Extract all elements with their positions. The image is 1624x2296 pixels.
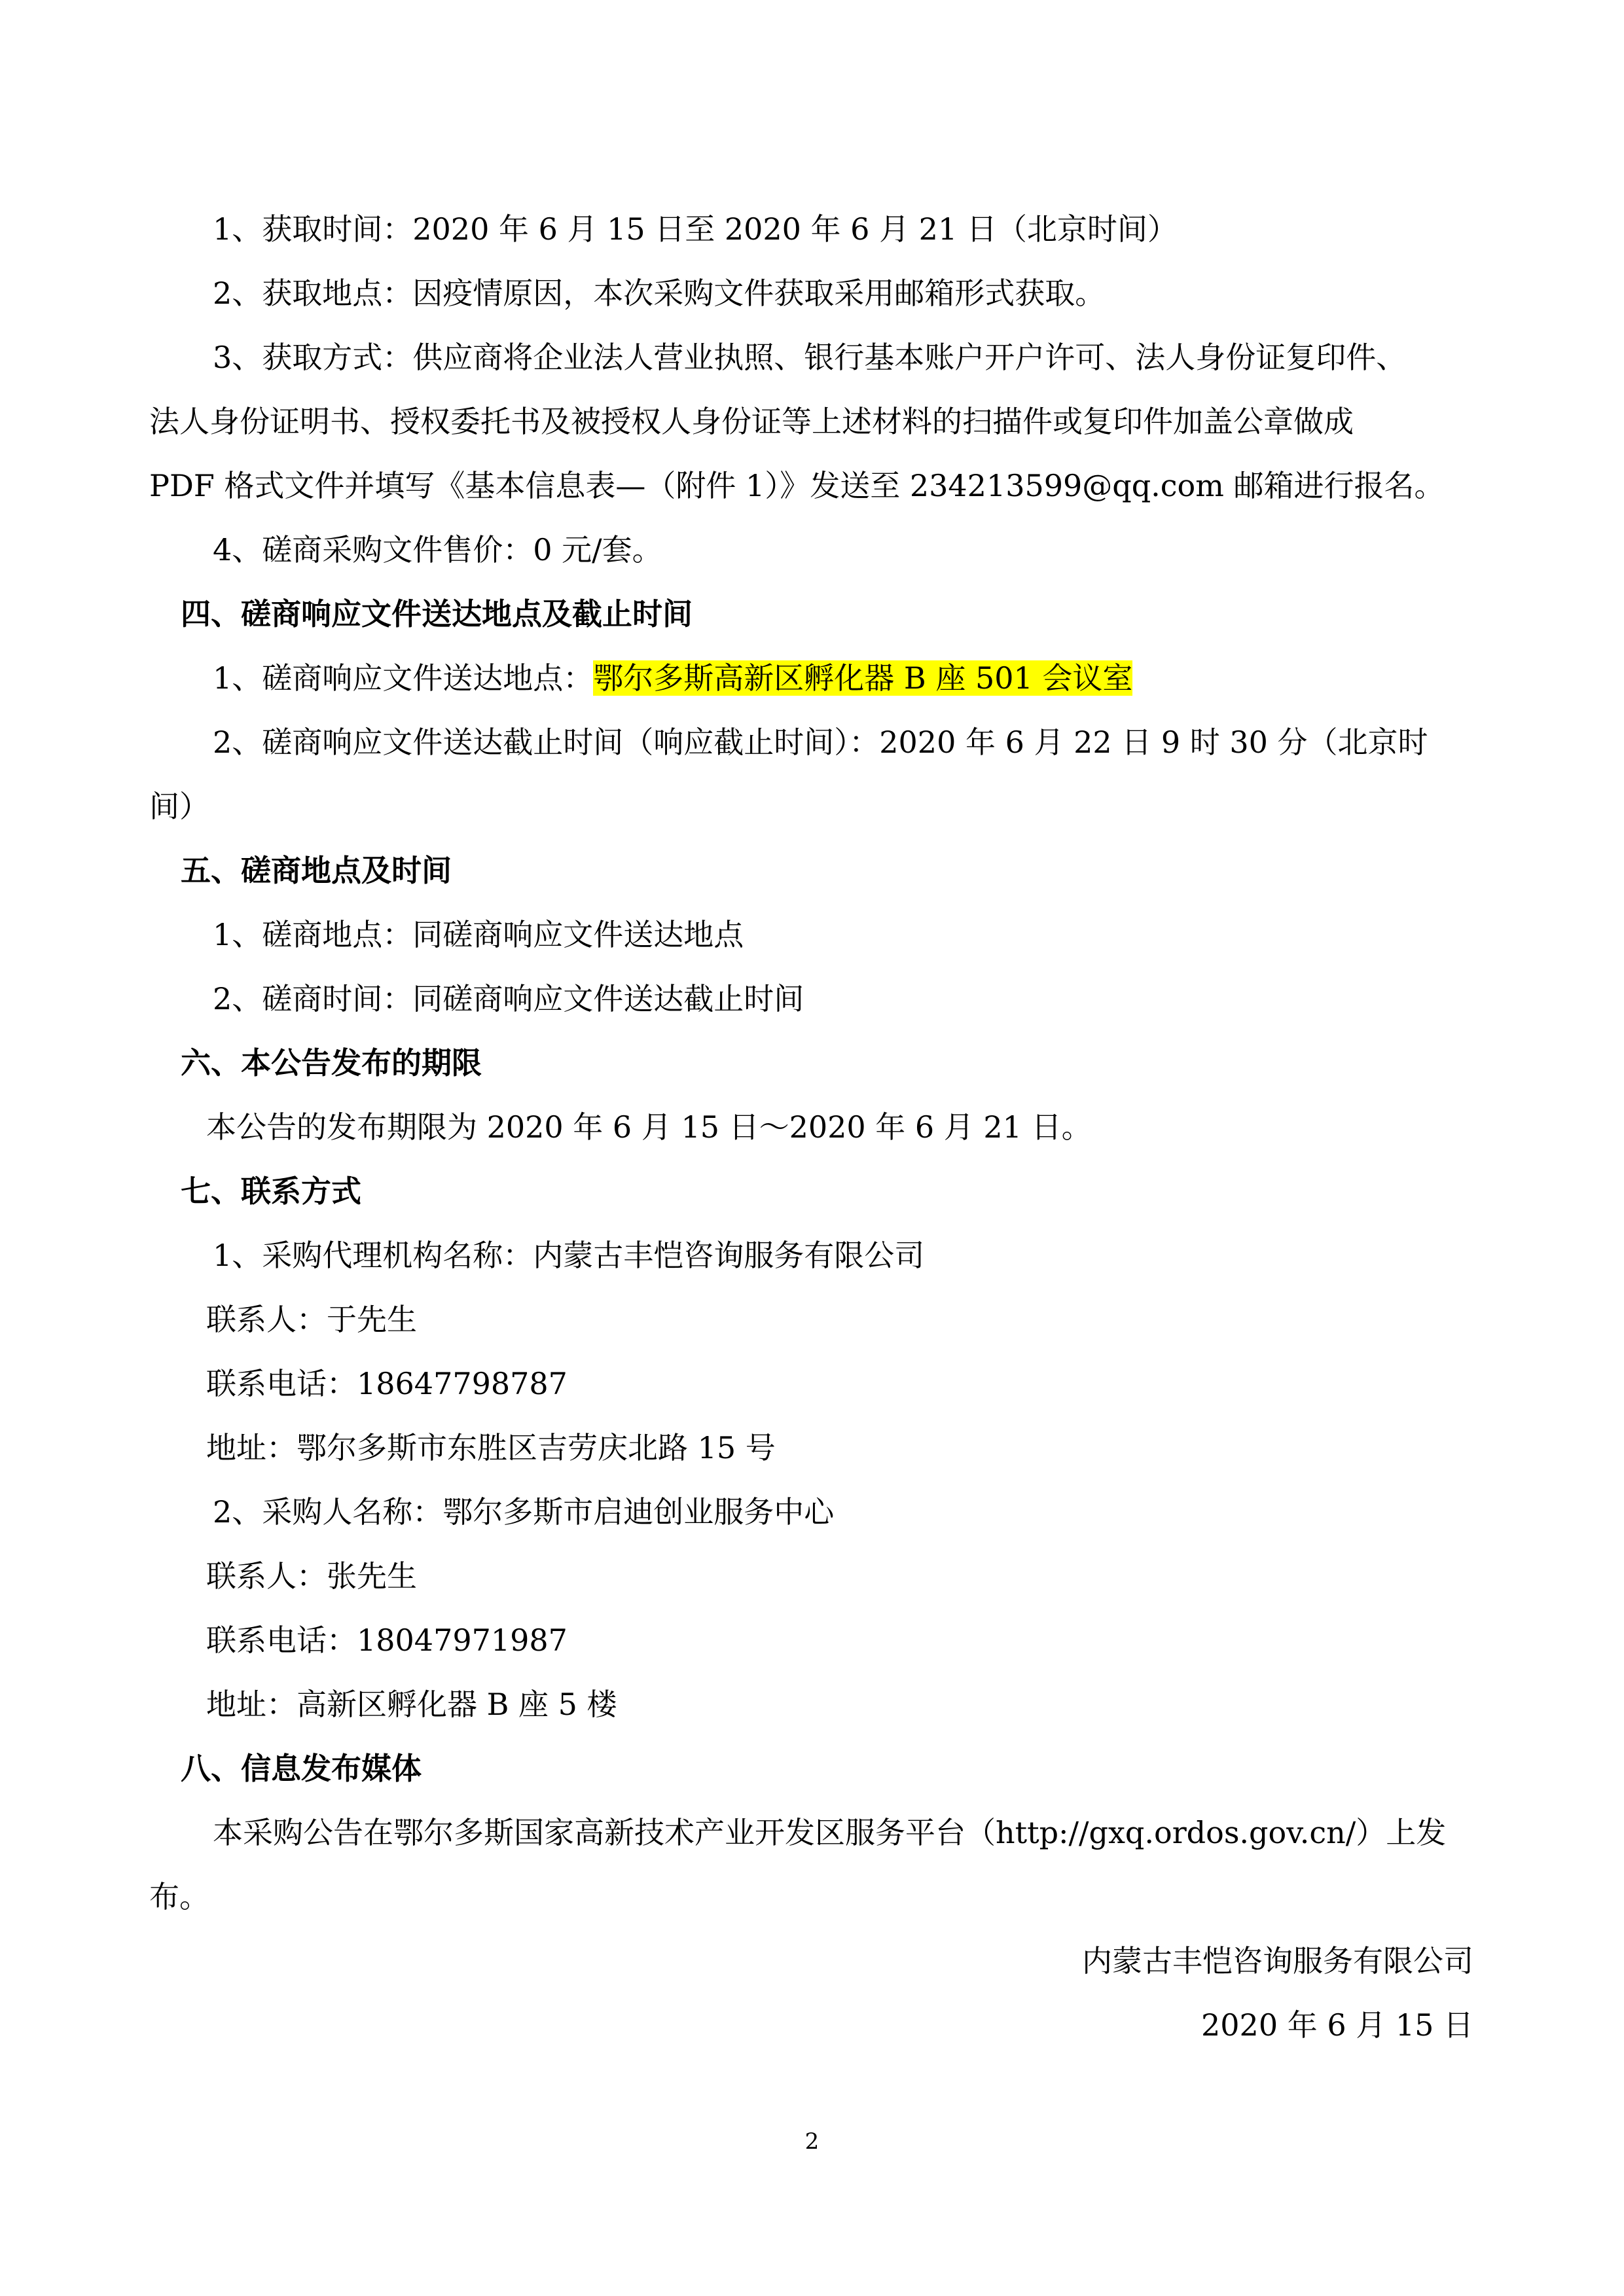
acquisition-location-line: 2、获取地点：因疫情原因，本次采购文件获取采用邮箱形式获取。 [213,276,1106,311]
purchaser-name-line: 2、采购人名称：鄂尔多斯市启迪创业服务中心 [213,1494,835,1530]
section-8-heading: 八、信息发布媒体 [181,1751,422,1786]
section-5-heading: 五、磋商地点及时间 [181,853,452,888]
section-5-item-1: 1、磋商地点：同磋商响应文件送达地点 [213,917,744,952]
section-8-text-line-1: 本采购公告在鄂尔多斯国家高新技术产业开发区服务平台（http://gxq.ordos.gov.cn/）上发 [213,1815,1447,1850]
section-6-heading: 六、本公告发布的期限 [181,1045,482,1081]
agency-contact-person: 联系人：于先生 [206,1302,417,1337]
highlighted-location: 鄂尔多斯高新区孵化器 B 座 501 会议室 [593,660,1133,696]
purchaser-contact-person: 联系人：张先生 [206,1558,417,1594]
acquisition-method-line-3: PDF 格式文件并填写《基本信息表—（附件 1）》发送至 234213599@qq.com 邮箱进行报名。 [149,468,1445,503]
signature-company: 内蒙古丰恺咨询服务有限公司 [1082,1943,1473,1979]
signature-date: 2020 年 6 月 15 日 [1201,2007,1473,2043]
section-6-text: 本公告的发布期限为 2020 年 6 月 15 日～2020 年 6 月 21 日。 [206,1109,1092,1145]
agency-contact-phone: 联系电话：18647798787 [206,1366,568,1401]
section-4-item-1 [213,658,1132,698]
agency-address: 地址：鄂尔多斯市东胜区吉劳庆北路 15 号 [206,1430,776,1465]
section-8-text-line-2: 布。 [149,1879,209,1914]
acquisition-method-line-2: 法人身份证明书、授权委托书及被授权人身份证等上述材料的扫描件或复印件加盖公章做成 [149,404,1354,439]
section-4-item-2-line-2: 间） [149,789,209,824]
section-7-heading: 七、联系方式 [181,1174,361,1209]
page-number: 2 [804,2128,820,2155]
document-price-line: 4、磋商采购文件售价：0 元/套。 [213,532,662,567]
acquisition-method-line-1: 3、获取方式：供应商将企业法人营业执照、银行基本账户开户许可、法人身份证复印件、 [213,340,1407,375]
section-4-heading: 四、磋商响应文件送达地点及截止时间 [181,596,693,632]
section-4-item-2-line-1: 2、磋商响应文件送达截止时间（响应截止时间）：2020 年 6 月 22 日 9 时 30 分（北京时 [213,725,1428,760]
section-5-item-2: 2、磋商时间：同磋商响应文件送达截止时间 [213,981,804,1016]
purchaser-address: 地址：高新区孵化器 B 座 5 楼 [206,1687,617,1722]
acquisition-time-line: 1、获取时间：2020 年 6 月 15 日至 2020 年 6 月 21 日（北京时间） [213,211,1178,247]
section-4-item-1-label: 1、磋商响应文件送达地点： [213,660,594,696]
agency-name-line: 1、采购代理机构名称：内蒙古丰恺咨询服务有限公司 [213,1238,925,1273]
purchaser-contact-phone: 联系电话：18047971987 [206,1623,568,1658]
